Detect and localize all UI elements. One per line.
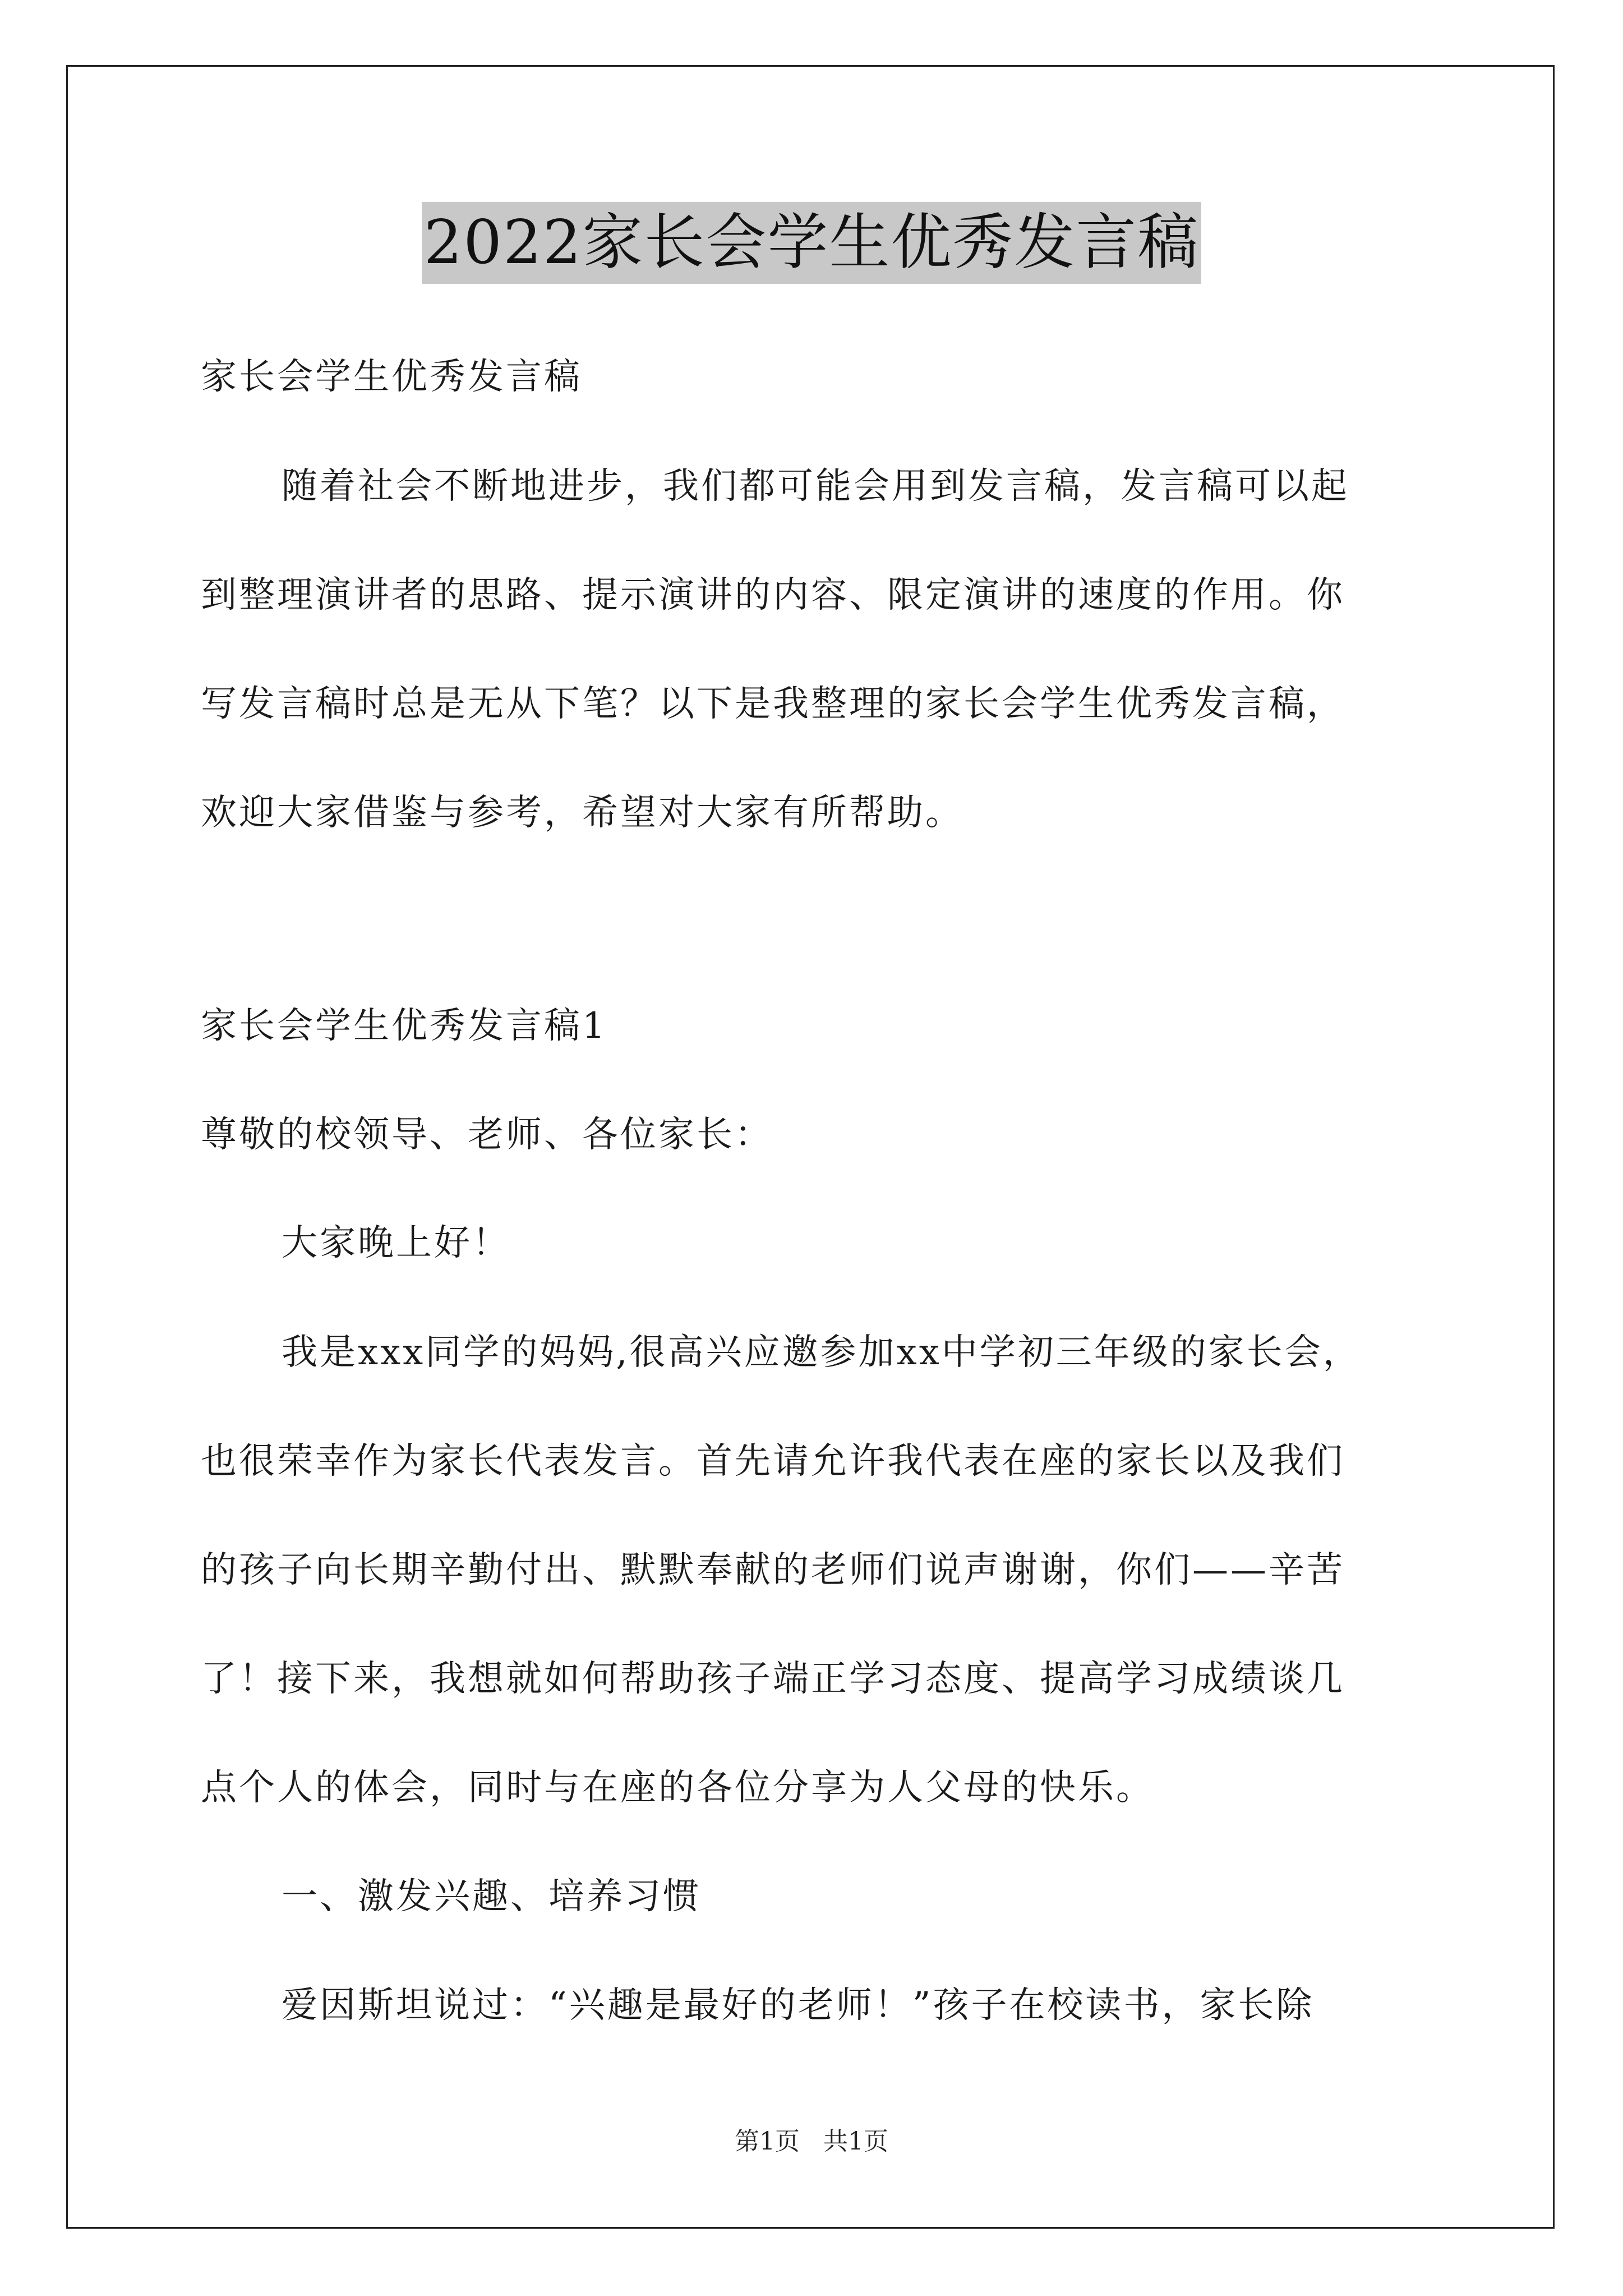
paragraph-line: 点个人的体会，同时与在座的各位分享为人父母的快乐。 <box>201 1767 1154 1809</box>
paragraph-line: 也很荣幸作为家长代表发言。首先请允许我代表在座的家长以及我们 <box>201 1441 1345 1482</box>
section-heading: 家长会学生优秀发言稿1 <box>201 1005 607 1047</box>
paragraph-line: 我是xxx同学的妈妈,很高兴应邀参加xx中学初三年级的家长会， <box>282 1332 1361 1373</box>
paragraph-line: 写发言稿时总是无从下笔？以下是我整理的家长会学生优秀发言稿， <box>201 683 1345 725</box>
document-title: 2022家长会学生优秀发言稿 <box>422 202 1202 284</box>
paragraph-line: 爱因斯坦说过：“兴趣是最好的老师！”孩子在校读书，家长除 <box>282 1985 1315 2026</box>
paragraph-line: 了！接下来，我想就如何帮助孩子端正学习态度、提高学习成绩谈几 <box>201 1658 1345 1700</box>
paragraph-line: 欢迎大家借鉴与参考，希望对大家有所帮助。 <box>201 792 963 834</box>
subtitle-line: 家长会学生优秀发言稿 <box>201 356 582 398</box>
subsection-heading: 一、激发兴趣、培养习惯 <box>282 1876 701 1917</box>
greeting-line: 大家晚上好！ <box>282 1222 510 1264</box>
paragraph-line: 随着社会不断地进步，我们都可能会用到发言稿，发言稿可以起 <box>282 466 1349 507</box>
paragraph-line: 的孩子向长期辛勤付出、默默奉献的老师们说声谢谢，你们——辛苦 <box>201 1549 1345 1591</box>
page-footer: 第1页 共1页 <box>735 2127 888 2156</box>
paragraph-line: 到整理演讲者的思路、提示演讲的内容、限定演讲的速度的作用。你 <box>201 574 1345 616</box>
salutation-line: 尊敬的校领导、老师、各位家长： <box>201 1114 773 1156</box>
title-container <box>0 202 1623 284</box>
